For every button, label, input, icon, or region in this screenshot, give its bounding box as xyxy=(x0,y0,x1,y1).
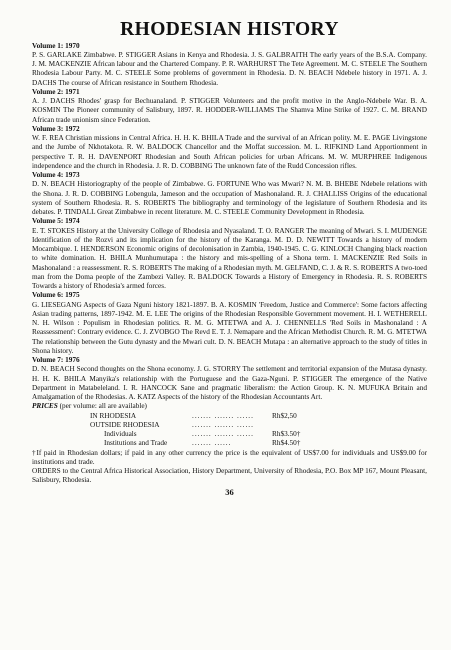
price-row xyxy=(32,421,427,430)
volume-contents: W. F. REA Christian missions in Central Africa. H. H. K. BHILA Trade and the survival of an African polity. M. E. PAGE Livingstone and the Jumbe of Nkhotakota. R. W. BALDOCK Chancellor and the Moffat succession. M. L. RIFKIND Land Apportionment in perspective T. R. H. DAVENPORT Rhodesian and South African policies for urban Africans. M. W. MURPHREE Indigenous independence and the church in Rhodesia. J. R. D. COBBING The unknown fate of the Rudd Concession rifles. xyxy=(32,134,427,170)
volume-entry xyxy=(32,125,427,171)
volume-contents: D. N. BEACH Second thoughts on the Shona economy. J. G. STORRY The settlement and territorial expansion of the Mutasa dynasty. H. H. K. BHILA Manyika's relationship with the Portuguese and the Gaza-Nguni. P. STIGGER The emergence of the Native Department in Matabeleland. I. R. HANCOCK Sane and pragmatic liberalism: the Action Group. K. N. MUFUKA Britain and Amalgamation of the Rhodesias. A. KATZ Aspects of the history of the Rhodesian Accountants Art. xyxy=(32,365,427,401)
volume-heading: Volume 7: 1976 xyxy=(32,356,80,364)
volume-heading: Volume 6: 1975 xyxy=(32,291,80,300)
price-value: Rh$4.50† xyxy=(272,439,301,448)
price-value: Rh$2,50 xyxy=(272,411,297,420)
volume-contents: D. N. BEACH Historiography of the people of Zimbabwe. G. FORTUNE Who was Mwari? N. M. B. BHEBE Ndebele relations with the Shona. J. R. D. COBBING Lobengula, Jameson and the occupation of Mashonaland. R. J. CHALLISS Origins of the educational system of Southern Rhodesia. R. S. ROBERTS The bibliography and terminology of the legislature of Southern Rhodesia and its debates. P. TINDALL Great Zimbabwe in recent literature. M. C. STEELE Community Development in Rhodesia. xyxy=(32,180,427,216)
volume-contents: E. T. STOKES History at the University College of Rhodesia and Nyasaland. T. O. RANGER The meaning of Mwari. S. I. MUDENGE Identification of the Rozvi and its implication for the history of the Karanga. M. D. D. NEWITT Towards a history of modern Mocambique. I. HENDERSON Economic origins of decolonisation in Zambia, 1940-1945. C. G. KINLOCH Changing black reaction to white domination. H. BHILA Munhumutapa : the history and mis-spelling of a Shona term. I. MACKENZIE Red Soils in Mashonaland : a reassessment. R. S. ROBERTS The making of a Rhodesian myth. M. GELFAND, C. J. & R. S. ROBERTS A two-toed man from the Doma people of the Zambezi Valley. R. BALDOCK Towards a History of Emergency in Rhodesia. R. S. ROBERTS Towards a history of Rhodesia's armed forces. xyxy=(32,226,427,290)
volume-list xyxy=(32,42,427,486)
volume-entry xyxy=(32,171,427,217)
price-value: Rh$3.50† xyxy=(272,430,301,438)
volume-entry xyxy=(32,88,427,125)
volume-entry xyxy=(32,217,427,291)
volume-heading: Volume 4: 1973 xyxy=(32,171,80,179)
volume-entry xyxy=(32,356,427,402)
price-leader: ....... ...... xyxy=(192,439,232,448)
prices-label: PRICES xyxy=(32,402,58,411)
volume-contents: G. LIESEGANG Aspects of Gaza Nguni history 1821-1897. B. A. KOSMIN 'Freedom, Justice and Commerce': Some factors affecting Asian trading patterns, 1897-1942. M. E. LEE The origins of the Rhodesian Responsible Government movement. H. I. WETHERELL N. H. Wilson : Populism in Rhodesian politics. R. M. G. MTETWA and A. J. CHENNELLS 'Red Soils in Mashonaland : A Reassessment': Contrary evidence. C. J. ZVOBGO The Revd E. T. J. Nemapare and the African Methodist Church. R. M. G. MTETWA The relationship between the Gutu dynasty and the Mwari cult. D. N. BEACH Mutapa : an alternative approach to the study of titles in Shona history. xyxy=(32,300,427,355)
volume-entry xyxy=(32,291,427,356)
prices-heading xyxy=(32,402,427,411)
price-row xyxy=(32,439,427,448)
page-title: RHODESIAN HISTORY xyxy=(120,19,339,40)
price-label: Institutions and Trade xyxy=(104,439,168,448)
currency-footnote: †If paid in Rhodesian dollars; if paid in any other currency the price is the equivalent of US$7.00 for individuals and US$9.00 for institutions and trade. xyxy=(32,448,427,466)
volume-heading: Volume 2: 1971 xyxy=(32,87,80,96)
volume-heading: Volume 1: 1970 xyxy=(32,41,80,50)
price-leader: ....... ....... ...... xyxy=(192,411,254,420)
price-label: OUTSIDE RHODESIA xyxy=(90,420,160,429)
orders-address: ORDERS to the Central Africa Historical Association, History Department, University of Rhodesia, P.O. Box MP 167, Mount Pleasant, Salisbury, Rhodesia. xyxy=(32,467,427,485)
volume-contents: A. J. DACHS Rhodes' grasp for Bechuanaland. P. STIGGER Volunteers and the profit motive in the Anglo-Ndebele War. B. A. KOSMIN The Pioneer community of Salisbury, 1897. R. HODDER-WILLIAMS The Shamva Mine Strike of 1927. C. M. BRAND African trade unionism since Federation. xyxy=(32,97,427,124)
price-label: Individuals xyxy=(104,430,137,438)
volume-entry xyxy=(32,42,427,88)
price-row xyxy=(32,412,427,421)
price-leader: ....... ....... ...... xyxy=(192,420,254,429)
prices-note: (per volume: all are available) xyxy=(59,402,147,411)
price-label: IN RHODESIA xyxy=(90,411,137,420)
price-row xyxy=(32,430,427,439)
volume-heading: Volume 5: 1974 xyxy=(32,217,80,226)
volume-contents: P. S. GARLAKE Zimbabwe. P. STIGGER Asians in Kenya and Rhodesia. J. S. GALBRAITH The early years of the B.S.A. Company. J. M. MACKENZIE African labour and the Chartered Company. P. R. WARHURST The Tete Agreement. M. C. STEELE The Southern Rhodesia Labour Party. M. C. STEELE Some problems of government in Rhodesia. D. N. BEACH Ndebele history in 1971. A. J. DACHS The course of African resistance in Southern Rhodesia. xyxy=(32,50,427,87)
page-number: 36 xyxy=(225,486,234,497)
volume-heading: Volume 3: 1972 xyxy=(32,124,80,133)
price-leader: ....... ....... ...... xyxy=(192,430,254,438)
